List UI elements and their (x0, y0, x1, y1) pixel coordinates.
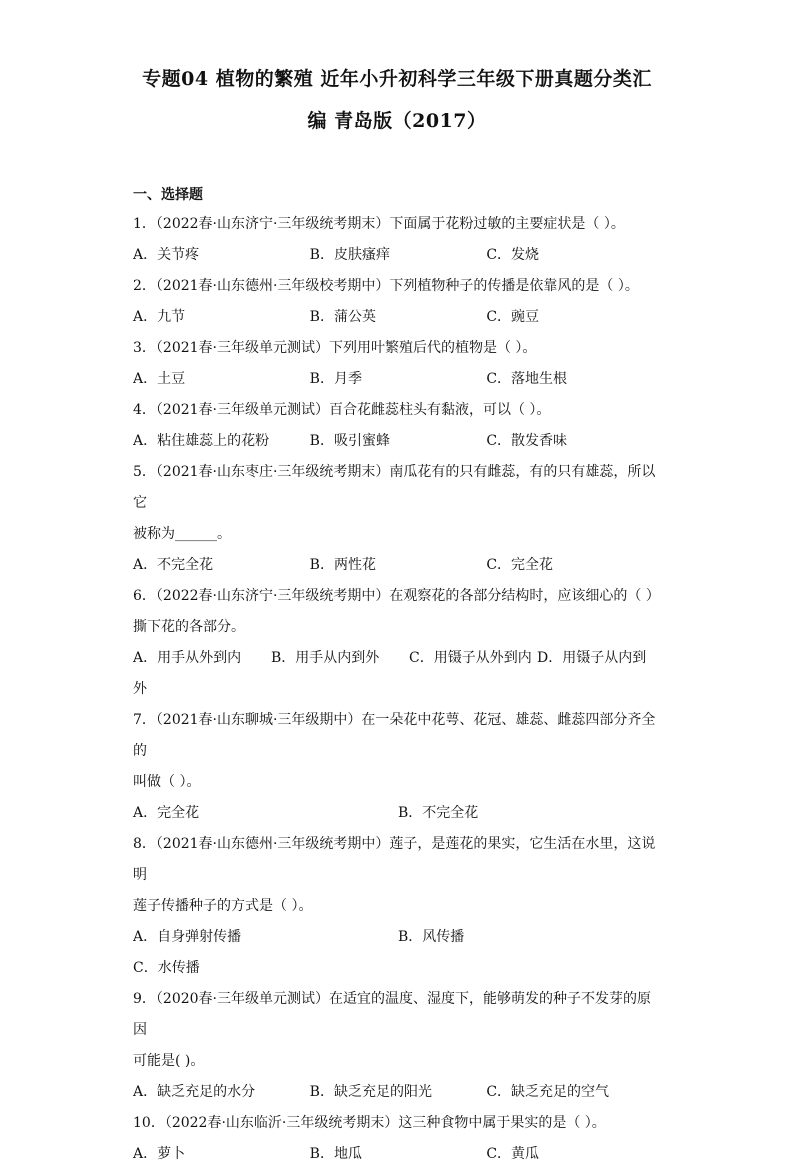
option-c[interactable]: C．黄瓜 (486, 1146, 540, 1162)
question-text: 10．（2022春·山东临沂·三年级统考期末）这三种食物中属于果实的是（ ）。 (133, 1115, 606, 1131)
question-list (133, 182, 663, 1170)
question-5 (133, 457, 663, 581)
question-text-cont: 莲子传播种子的方式是（ ）。 (133, 898, 313, 914)
option-c[interactable]: C．散发香味 (486, 433, 568, 449)
option-c[interactable]: C．落地生根 (486, 371, 568, 387)
option-row (133, 953, 663, 984)
option-b[interactable]: B．两性花 (309, 557, 376, 573)
title-line-1: 专题04 植物的繁殖 近年小升初科学三年级下册真题分类汇 (142, 68, 652, 90)
option-b[interactable]: B．缺乏充足的阳光 (309, 1084, 432, 1100)
question-text: 3．（2021春·三年级单元测试）下列用叶繁殖后代的植物是（ ）。 (133, 340, 537, 356)
question-text-cont: 被称为______。 (133, 526, 231, 542)
page-title (120, 58, 674, 142)
question-10 (133, 1108, 663, 1170)
option-c[interactable]: C．完全花 (486, 557, 554, 573)
question-7 (133, 705, 663, 829)
option-row (133, 1077, 663, 1108)
option-b[interactable]: B．吸引蜜蜂 (309, 433, 390, 449)
option-a[interactable]: A．土豆 (133, 371, 186, 387)
option-a[interactable]: A．不完全花 (133, 557, 214, 573)
option-c[interactable]: C．水传播 (133, 960, 200, 976)
option-b[interactable]: B．皮肤瘙痒 (309, 247, 390, 263)
option-row (133, 550, 663, 581)
question-text: 9．（2020春·三年级单元测试）在适宜的温度、湿度下，能够萌发的种子不发芽的原因 (133, 991, 651, 1038)
option-c[interactable]: C．豌豆 (486, 309, 540, 325)
question-text: 4．（2021春·三年级单元测试）百合花雌蕊柱头有黏液，可以（ ）。 (133, 402, 551, 418)
option-b[interactable]: B．地瓜 (309, 1146, 362, 1162)
option-a[interactable]: A．九节 (133, 309, 186, 325)
option-b[interactable]: B．蒲公英 (309, 309, 376, 325)
option-a[interactable]: A．自身弹射传播 (133, 929, 242, 945)
option-row (133, 302, 663, 333)
question-text: 7．（2021春·山东聊城·三年级期中）在一朵花中花萼、花冠、雄蕊、雌蕊四部分齐全的 (133, 712, 656, 759)
option-row (133, 922, 663, 953)
option-a[interactable]: A．缺乏充足的水分 (133, 1084, 256, 1100)
question-4 (133, 395, 663, 457)
question-text-cont: 叫做（ ）。 (133, 774, 201, 790)
option-c[interactable]: C．缺乏充足的空气 (486, 1084, 610, 1100)
option-row (133, 364, 663, 395)
question-text: 5．（2021春·山东枣庄·三年级统考期末）南瓜花有的只有雌蕊，有的只有雄蕊，所以它 (133, 464, 656, 511)
question-1 (133, 209, 663, 271)
option-c[interactable]: C．发烧 (486, 247, 540, 263)
question-3 (133, 333, 663, 395)
option-row (133, 643, 663, 674)
option-row (133, 426, 663, 457)
option-b[interactable]: B．风传播 (398, 929, 465, 945)
section-heading: 一、选择题 (133, 187, 203, 203)
option-row (133, 1139, 663, 1170)
question-text-cont: 可能是( )。 (133, 1053, 205, 1069)
option-b[interactable]: B．不完全花 (398, 805, 479, 821)
question-text-cont: 撕下花的各部分。 (133, 619, 245, 635)
question-text: 8．（2021春·山东德州·三年级统考期中）莲子，是莲花的果实，它生活在水里，这说明 (133, 836, 656, 883)
question-2 (133, 271, 663, 333)
option-b[interactable]: B．月季 (309, 371, 362, 387)
option-d-cont: 外 (133, 681, 147, 697)
option-row (133, 240, 663, 271)
question-6 (133, 581, 663, 705)
question-text: 2．（2021春·山东德州·三年级校考期中）下列植物种子的传播是依靠风的是（ ）。 (133, 278, 639, 294)
option-a[interactable]: A．用手从外到内 (133, 650, 242, 666)
option-a[interactable]: A．萝卜 (133, 1146, 186, 1162)
question-8 (133, 829, 663, 984)
question-text: 6．（2022春·山东济宁·三年级统考期中）在观察花的各部分结构时，应该细心的（ ） (133, 588, 660, 604)
option-a[interactable]: A．关节疼 (133, 247, 200, 263)
option-row (133, 798, 663, 829)
option-c[interactable]: C．用镊子从外到内 (409, 650, 532, 666)
option-a[interactable]: A．粘住雄蕊上的花粉 (133, 433, 270, 449)
title-line-2: 编 青岛版（2017） (307, 110, 487, 132)
option-d[interactable]: D．用镊子从内到 (537, 650, 647, 666)
question-text: 1．（2022春·山东济宁·三年级统考期末）下面属于花粉过敏的主要症状是（ ）。 (133, 216, 625, 232)
option-b[interactable]: B．用手从内到外 (271, 650, 380, 666)
option-a[interactable]: A．完全花 (133, 805, 200, 821)
question-9 (133, 984, 663, 1108)
